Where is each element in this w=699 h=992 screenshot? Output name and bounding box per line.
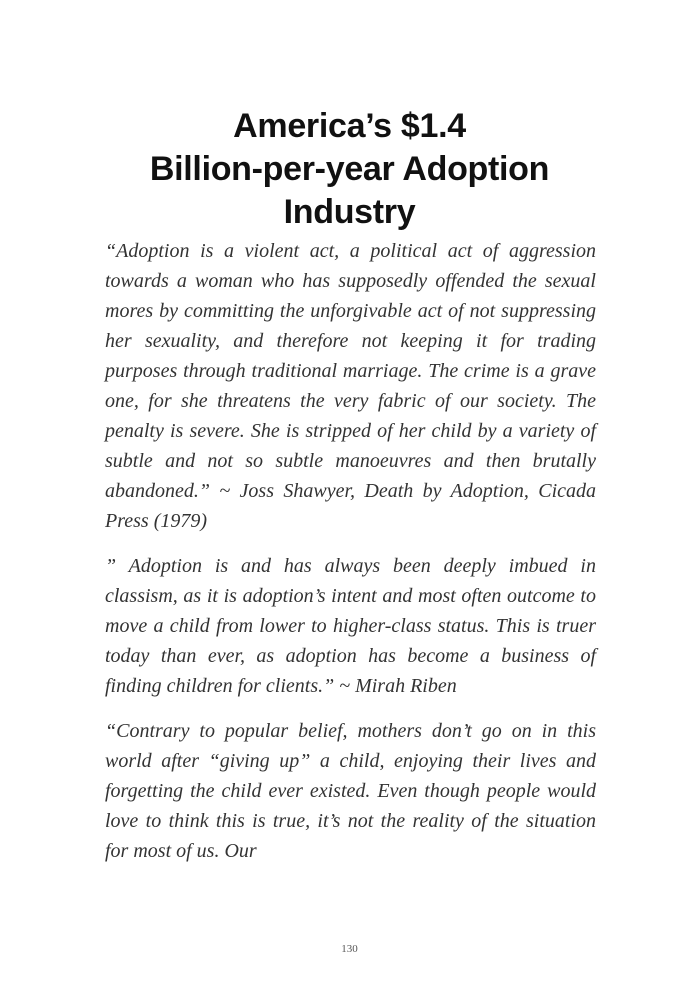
chapter-title xyxy=(60,105,639,234)
quote-paragraph-mothers: “Contrary to popular belief, mothers don’t go on in this world after “giving up” a child, enjoying their lives and forgetting the child ever existed. Even though people would love to think this is true, it’s not the reality of the situation for most of us. Our xyxy=(105,720,596,862)
chapter-title-line-1: America’s $1.4 xyxy=(233,106,466,145)
quote-paragraph-riben: ” Adoption is and has always been deeply imbued in classism, as it is adoption’s intent and most often outcome to move a child from lower to higher-class status. This is truer today than ever, as adoption has become a business of finding children for clients.” ~ Mirah Riben xyxy=(105,555,596,697)
chapter-body xyxy=(105,236,596,881)
chapter-title-line-2: Billion-per-year Adoption xyxy=(149,149,550,188)
page-number: 130 xyxy=(341,943,358,955)
quote-paragraph-shawyer: “Adoption is a violent act, a political act of aggression towards a woman who has supposedly offended the sexual mores by committing the unforgivable act of not suppressing her sexuality, and therefore not keeping it for trading purposes through traditional marriage. The crime is a grave one, for she threatens the very fabric of our society. The penalty is severe. She is stripped of her child by a variety of subtle and not so subtle manoeuvres and then brutally abandoned.” ~ Joss Shawyer, Death by Adoption, Cicada Press (1979) xyxy=(105,240,596,532)
chapter-title-line-3: Industry xyxy=(283,192,416,231)
